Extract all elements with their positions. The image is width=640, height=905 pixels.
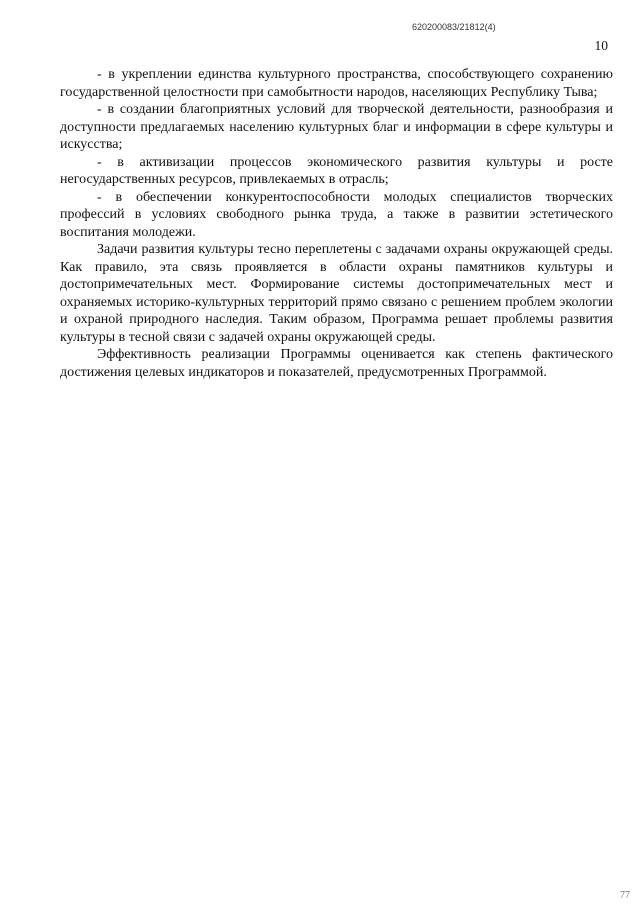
page-number: 10 <box>594 38 608 53</box>
document-code: 620200083/21812(4) <box>412 22 496 32</box>
paragraph: - в укреплении единства культурного пространства, способствующего сохранению государственной целостности при самобытности народов, населяющих Республику Тыва; <box>60 67 613 100</box>
paragraph: - в создании благоприятных условий для творческой деятельности, разнообразия и доступности предлагаемых населению культурных благ и информации в сфере культуры и искусства; <box>60 102 613 152</box>
corner-mark: 77 <box>620 890 630 901</box>
paragraph: - в активизации процессов экономического развития культуры и росте негосударственных ресурсов, привлекаемых в отрасль; <box>60 154 613 187</box>
document-body <box>60 66 613 381</box>
paragraph: - в обеспечении конкурентоспособности молодых специалистов творческих профессий в условиях свободного рынка труда, а также в развитии эстетического воспитания молодежи. <box>60 189 613 240</box>
paragraph: Задачи развития культуры тесно переплетены с задачами охраны окружающей среды. Как правило, эта связь проявляется в области охраны памятников культуры и достопримечательных мест. Формирование системы достопримечательных мест и охраняемых историко-культурных территорий прямо связано с решением проблем экологии и охраной природного наследия. Таким образом, Программа решает проблемы развития культуры в тесной связи с задачей охраны окружающей среды. <box>60 242 613 345</box>
paragraph: Эффективность реализации Программы оценивается как степень фактического достижения целевых индикаторов и показателей, предусмотренных Программой. <box>60 347 613 380</box>
